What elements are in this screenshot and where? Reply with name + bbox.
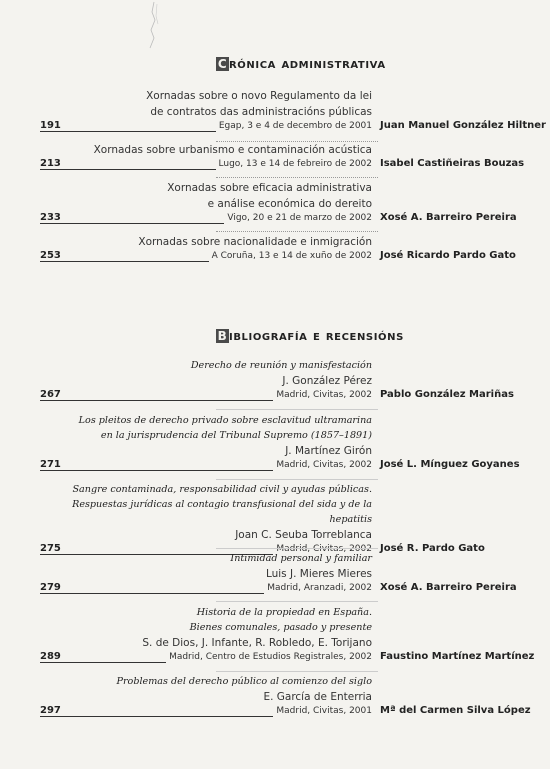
- book-title-line: Historia de la propiedad en España.: [196, 607, 372, 618]
- toc-entry[interactable]: [40, 358, 514, 403]
- entry-title-line: Xornadas sobre nacionalidade e inmigración: [138, 236, 372, 248]
- reviewer-name: Juan Manuel González Hiltner: [380, 120, 546, 131]
- separator: [216, 601, 378, 602]
- entry-info: Madrid, Civitas, 2001: [276, 706, 372, 716]
- entry-footer: [40, 582, 517, 596]
- leader-line: [40, 593, 264, 594]
- book-title-line: Los pleitos de derecho privado sobre esclavitud ultramarina: [78, 415, 372, 426]
- page-number: 233: [40, 212, 61, 223]
- page-number: 191: [40, 120, 61, 131]
- section-title-text: ibliografía e recensións: [229, 328, 404, 344]
- book-author: J. Martínez Girón: [285, 445, 372, 457]
- book-author: Luis J. Mieres Mieres: [265, 568, 372, 580]
- entry-title-line: Xornadas sobre urbanismo e contaminación acústica: [93, 144, 372, 156]
- book-title-line: Respuestas jurídicas al contagio transfusional del sida y de la hepatitis: [72, 499, 372, 525]
- leader-line: [40, 400, 273, 401]
- entry-info: Madrid, Civitas, 2002: [276, 390, 372, 400]
- page-number: 253: [40, 250, 61, 261]
- book-author: E. García de Enterria: [263, 691, 372, 703]
- leader-line: [40, 223, 224, 224]
- entry-info: Vigo, 20 e 21 de marzo de 2002: [227, 213, 372, 223]
- leader-line: [40, 261, 209, 262]
- separator: [216, 177, 378, 178]
- book-title-line: Intimidad personal y familiar: [230, 553, 372, 564]
- book-title-line: Sangre contaminada, responsabilidad civil y ayudas públicas.: [72, 484, 372, 495]
- entry-footer: [40, 651, 535, 665]
- entry-footer: [40, 389, 514, 403]
- reviewer-name: José Ricardo Pardo Gato: [380, 250, 516, 261]
- reviewer-name: Faustino Martínez Martínez: [380, 651, 535, 662]
- reviewer-name: Xosé A. Barreiro Pereira: [380, 212, 517, 223]
- entry-info: Madrid, Aranzadi, 2002: [267, 583, 372, 593]
- page-number: 271: [40, 459, 61, 470]
- page-number: 275: [40, 543, 61, 554]
- leader-line: [40, 169, 216, 170]
- entry-info: Lugo, 13 e 14 de febreiro de 2002: [218, 159, 372, 169]
- page-number: 279: [40, 582, 61, 593]
- leader-line: [40, 716, 273, 717]
- section-initial: C: [217, 57, 228, 71]
- book-author: Joan C. Seuba Torreblanca: [235, 529, 372, 541]
- separator: [216, 479, 378, 480]
- entry-title-line: e análise económica do dereito: [207, 198, 372, 210]
- page-number: 297: [40, 705, 61, 716]
- reviewer-name: Mª del Carmen Silva López: [380, 705, 531, 716]
- entry-footer: [40, 120, 546, 134]
- entry-info: A Coruña, 13 e 14 de xuño de 2002: [211, 251, 372, 261]
- book-author: J. González Pérez: [282, 375, 372, 387]
- separator: [216, 548, 378, 549]
- section-title-cronica: [216, 56, 386, 72]
- reviewer-name: José L. Mínguez Goyanes: [380, 459, 520, 470]
- book-author: S. de Dios, J. Infante, R. Robledo, E. Torijano: [142, 637, 372, 649]
- entry-title-line: de contratos das administracións públicas: [150, 106, 372, 118]
- separator: [216, 671, 378, 672]
- reviewer-name: Xosé A. Barreiro Pereira: [380, 582, 517, 593]
- book-title-line: en la jurisprudencia del Tribunal Supremo (1857–1891): [100, 430, 372, 441]
- toc-entry[interactable]: [40, 605, 535, 665]
- separator: [216, 409, 378, 410]
- section-title-bibliografia: [216, 328, 404, 344]
- book-title-line: Derecho de reunión y manisfestación: [190, 360, 372, 371]
- leader-line: [40, 470, 273, 471]
- entry-info: Madrid, Civitas, 2002: [276, 544, 372, 554]
- reviewer-name: Isabel Castiñeiras Bouzas: [380, 158, 525, 169]
- toc-entry[interactable]: [40, 234, 516, 264]
- leader-line: [40, 131, 216, 132]
- section-title-text: rónica administrativa: [229, 56, 386, 72]
- page-number: 213: [40, 158, 61, 169]
- entry-title-line: Xornadas sobre eficacia administrativa: [167, 182, 372, 194]
- reviewer-name: José R. Pardo Gato: [380, 543, 485, 554]
- entry-footer: [40, 705, 531, 719]
- entry-footer: [40, 250, 516, 264]
- toc-entry[interactable]: [40, 413, 520, 473]
- entry-footer: [40, 212, 517, 226]
- toc-entry[interactable]: [40, 180, 517, 226]
- toc-entry[interactable]: [40, 674, 531, 719]
- toc-entry[interactable]: [40, 551, 517, 596]
- separator: [216, 231, 378, 232]
- entry-title-line: Xornadas sobre o novo Regulamento da lei: [146, 90, 372, 102]
- page-number: 267: [40, 389, 61, 400]
- toc-entry[interactable]: [40, 142, 525, 172]
- book-title-line: Problemas del derecho público al comienzo del siglo: [116, 676, 372, 687]
- section-initial: B: [217, 329, 228, 343]
- entry-footer: [40, 158, 525, 172]
- entry-info: Egap, 3 e 4 de decembro de 2001: [218, 121, 372, 131]
- entry-info: Madrid, Centro de Estudios Registrales, 2002: [169, 652, 372, 662]
- entry-info: Madrid, Civitas, 2002: [276, 460, 372, 470]
- toc-entry[interactable]: [40, 482, 510, 557]
- pencil-scribble: [140, 0, 170, 60]
- toc-entry[interactable]: [40, 88, 546, 134]
- book-title-line: Bienes comunales, pasado y presente: [189, 622, 372, 633]
- reviewer-name: Pablo González Mariñas: [380, 389, 514, 400]
- leader-line: [40, 662, 166, 663]
- entry-footer: [40, 459, 520, 473]
- page-number: 289: [40, 651, 61, 662]
